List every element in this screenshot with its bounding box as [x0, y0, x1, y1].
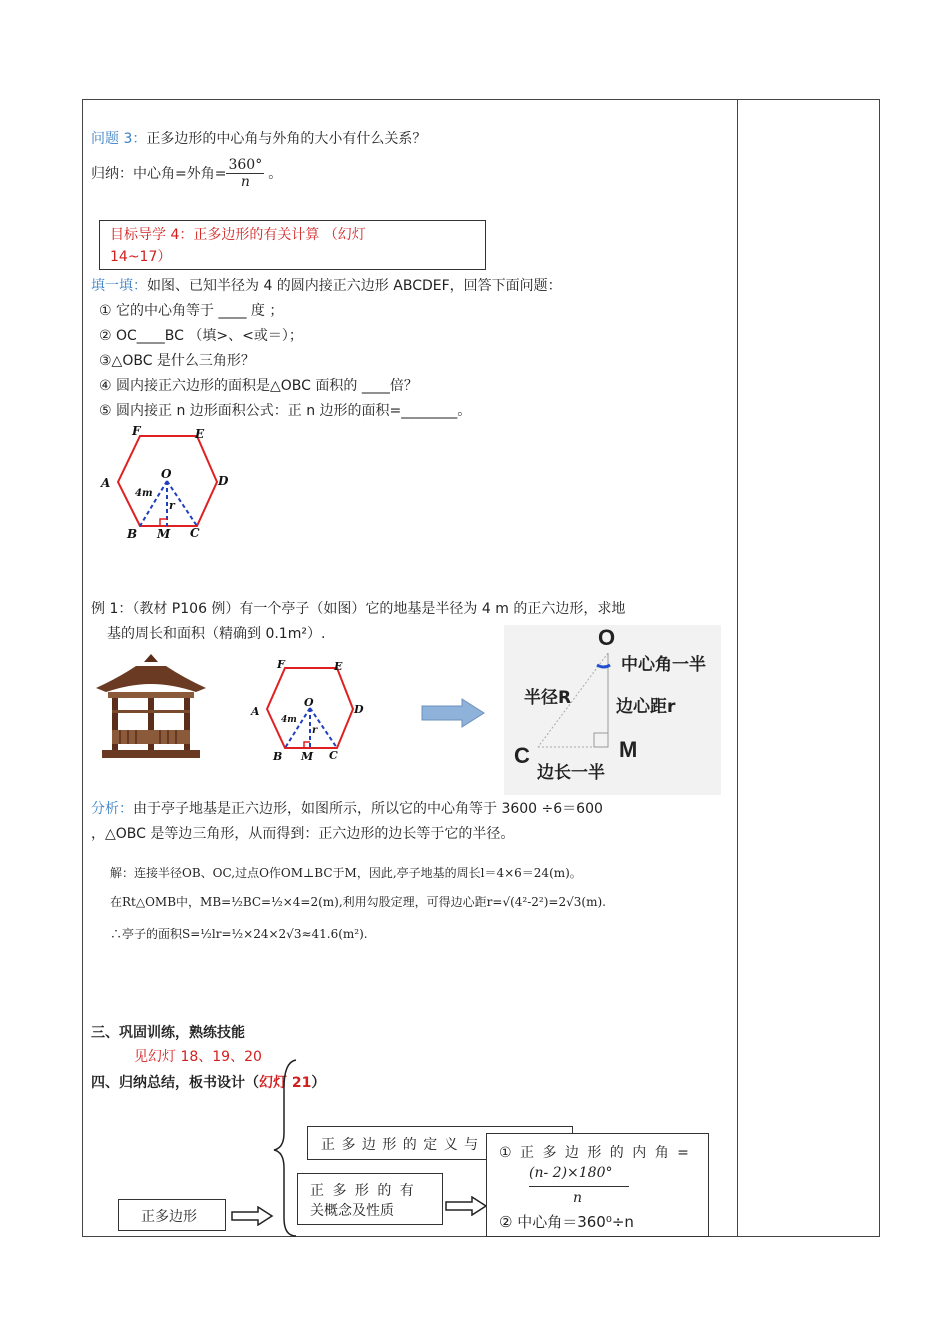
- hex2-label-f: F: [277, 658, 285, 671]
- hex2-label-d: D: [354, 703, 364, 716]
- diagram-radius: 半径R: [524, 688, 572, 708]
- example-line1: 例 1：（教材 P106 例）有一个亭子（如图）它的地基是半径为 4 m 的正六边形，求地: [91, 601, 626, 617]
- frame-bottom: [82, 1236, 879, 1237]
- section-3-slides: 见幻灯 18、19、20: [134, 1049, 262, 1065]
- summary-label: 归纳：中心角=外角=: [91, 166, 227, 182]
- section-4-slide: 幻灯 21: [259, 1075, 312, 1091]
- goal-box-line1: 目标导学 4：正多边形的有关计算 （幻灯: [110, 227, 366, 243]
- diagram-label-c: C: [514, 743, 530, 768]
- board-formula-l3: ② 中心角＝360⁰÷n: [499, 1213, 634, 1231]
- hex-label-c: C: [190, 526, 200, 540]
- question-3-text: 正多边形的中心角与外角的大小有什么关系？: [146, 131, 427, 147]
- section-4-close: ）: [311, 1075, 326, 1091]
- hex-label-d: D: [218, 474, 229, 488]
- board-brace: [270, 1058, 300, 1238]
- hex2-label-o: O: [304, 696, 314, 709]
- fill-item-5: ⑤ 圆内接正 n 边形面积公式：正 n 边形的面积=________。: [99, 403, 472, 419]
- hex-label-o: O: [161, 467, 172, 481]
- hex-label-a: A: [101, 476, 111, 490]
- diagram-center-half: 中心角一半: [621, 655, 706, 675]
- hex-label-r: r: [169, 499, 175, 512]
- analysis-line2: ，△OBC 是等边三角形，从而得到：正六边形的边长等于它的半径。: [91, 826, 515, 842]
- section-3-title: 三、巩固训练，熟练技能: [91, 1025, 245, 1041]
- hex-label-m: M: [157, 527, 171, 541]
- board-formula-rule: [529, 1186, 629, 1187]
- frame-right: [879, 99, 880, 1237]
- board-formula-num: (n- 2)×180°: [529, 1165, 613, 1181]
- board-root-box: [118, 1199, 226, 1231]
- analysis-line1: [91, 798, 603, 818]
- hex2-label-c: C: [329, 749, 338, 762]
- example-line2: 基的周长和面积（精确到 0.1m²）.: [107, 626, 326, 642]
- fill-item-1: ① 它的中心角等于 ____ 度 ；: [99, 303, 284, 319]
- board-formula-l1: ① 正 多 边 形 的 内 角 =: [499, 1145, 691, 1161]
- frame-divider: [737, 99, 738, 1237]
- diagram-label-m: M: [619, 737, 638, 762]
- hexagon-figure: [95, 424, 245, 549]
- fill-item-4: ④ 圆内接正六边形的面积是△OBC 面积的 ____倍？: [99, 378, 418, 394]
- board-root: 正多边形: [141, 1209, 197, 1225]
- hex2-label-r: r: [312, 725, 318, 736]
- analysis-label: 分析：: [91, 801, 133, 817]
- fill-label: 填一填：: [91, 278, 147, 294]
- board-concepts-l2: 关概念及性质: [310, 1203, 394, 1219]
- board-arrow-1-icon: [230, 1206, 274, 1226]
- diagram-apothem: 边心距r: [616, 697, 676, 717]
- goal-box: [99, 220, 486, 270]
- frame-top: [82, 99, 879, 100]
- hex-label-e: E: [195, 427, 205, 441]
- frame-left: [82, 99, 83, 1237]
- hex2-label-m: M: [301, 750, 314, 763]
- hexagon-figure-2: [247, 656, 377, 768]
- solution-line3: ∴亭子的面积S=½lr=½×24×2√3≈41.6(m²).: [110, 927, 368, 941]
- diagram-half-side: 边长一半: [537, 763, 605, 783]
- fill-item-3: ③△OBC 是什么三角形？: [99, 353, 255, 369]
- question-3: [91, 128, 426, 148]
- question-3-label: 问题 3：: [91, 131, 147, 147]
- fill-item-2: ② OC____BC （填>、<或＝）；: [99, 328, 303, 344]
- hex2-label-radius: 4m: [281, 715, 297, 725]
- diagram-label-o: O: [598, 625, 616, 650]
- board-concepts-l1: 正 多 形 的 有: [310, 1183, 416, 1199]
- hex-label-f: F: [132, 424, 141, 438]
- summary-tail: 。: [268, 166, 283, 182]
- analysis-text-1: 由于亭子地基是正六边形，如图所示，所以它的中心角等于 3600 ÷6＝600: [133, 801, 603, 817]
- board-concepts-box: [297, 1173, 443, 1225]
- pavilion-image: [88, 650, 214, 762]
- board-arrow-2-icon: [444, 1196, 488, 1216]
- triangle-diagram: [504, 625, 721, 795]
- hex2-label-b: B: [273, 750, 283, 763]
- solution-line1: 解：连接半径OB、OC,过点O作OM⊥BC于M，因此,亭子地基的周长l＝4×6＝24(m)。: [110, 866, 582, 880]
- right-arrow-icon: [420, 697, 486, 729]
- goal-box-line2: 14~17）: [110, 249, 172, 265]
- hex2-label-e: E: [334, 660, 343, 673]
- summary-fraction: [226, 157, 264, 190]
- summary-fraction-num: 360°: [228, 156, 263, 173]
- hex2-label-a: A: [251, 705, 260, 718]
- fill-intro-text: 如图、已知半径为 4 的圆内接正六边形 ABCDEF，回答下面问题：: [147, 278, 562, 294]
- hex-label-b: B: [127, 527, 138, 541]
- board-definition: 正 多 边 形 的 定 义 与: [321, 1137, 480, 1153]
- summary-line: [91, 150, 282, 196]
- board-formula-box: [486, 1133, 709, 1237]
- solution-line2: 在Rt△OMB中，MB=½BC=½×4=2(m),利用勾股定理，可得边心距r=√(4²-2²)=2√3(m).: [110, 895, 606, 909]
- fill-intro: [91, 275, 562, 295]
- board-formula-den: n: [573, 1190, 583, 1206]
- summary-fraction-den: n: [240, 173, 250, 190]
- hex-label-radius: 4m: [135, 488, 153, 499]
- section-4-text: 四、归纳总结，板书设计（: [91, 1075, 259, 1091]
